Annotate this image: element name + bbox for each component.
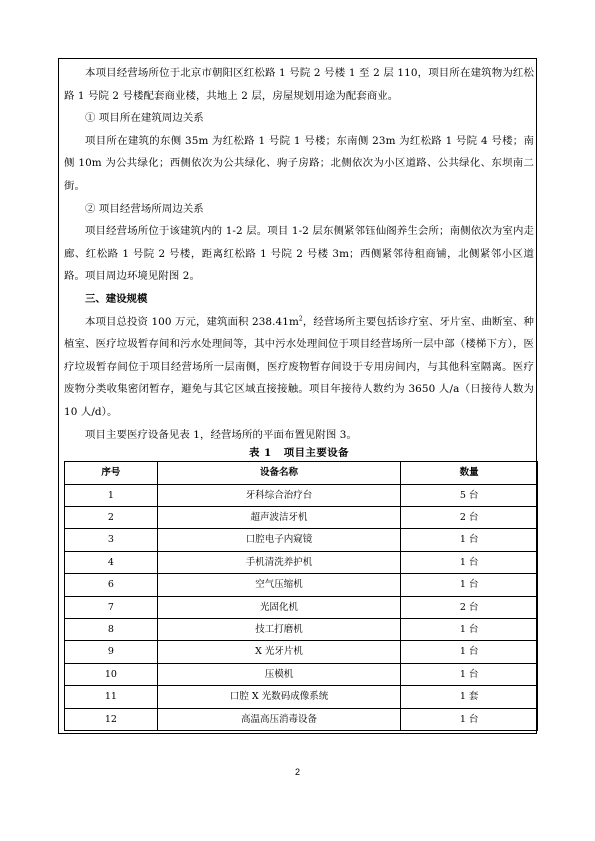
cell-serial: 1 (65, 484, 158, 506)
cell-equipment: 空气压缩机 (157, 574, 400, 596)
cell-equipment: 光固化机 (157, 596, 400, 618)
document-body (64, 62, 534, 731)
subheading-site-surroundings: ② 项目经营场所周边关系 (85, 202, 204, 215)
cell-equipment: X 光牙片机 (157, 641, 400, 663)
cell-serial: 10 (65, 663, 158, 685)
cell-equipment: 口腔 X 光数码成像系统 (157, 686, 400, 708)
scale-paragraph (64, 311, 534, 424)
subheading-building-surroundings: ① 项目所在建筑周边关系 (85, 112, 204, 125)
cell-quantity: 1 台 (401, 618, 538, 640)
cell-quantity: 5 台 (401, 484, 538, 506)
cell-quantity: 1 台 (401, 551, 538, 573)
scale-text-a: 本项目总投资 100 万元，建筑面积 238.41m (85, 315, 299, 328)
area-unit-superscript: 2 (298, 315, 303, 323)
cell-quantity: 2 台 (401, 506, 538, 528)
cell-serial: 8 (65, 618, 158, 640)
scale-text-b: ，经营场所主要包括诊疗室、牙片室、曲断室、种植室、医疗垃圾暂存间和污水处理间等，其中污水处理间位于项目经营场所一层中部（楼梯下方），医疗垃圾暂存间位于项目经营场所一层南侧，医疗废物暂存间设于专用房间内，与其他科室隔离。医疗废物分类收集密闭暂存，避免与其它区域直接接触。项目年接待人数约为 3650 人/a（日接待人数为 10 人/d）。 (64, 315, 534, 418)
cell-serial: 3 (65, 529, 158, 551)
cell-serial: 2 (65, 506, 158, 528)
table-row (65, 596, 538, 618)
cell-quantity: 1 台 (401, 529, 538, 551)
section-heading-scale: 三、建设规模 (85, 292, 148, 305)
cell-equipment: 口腔电子内窥镜 (157, 529, 400, 551)
cell-serial: 4 (65, 551, 158, 573)
cell-equipment: 超声波洁牙机 (157, 506, 400, 528)
table-row (65, 484, 538, 506)
cell-quantity: 1 台 (401, 641, 538, 663)
header-equipment-name: 设备名称 (157, 462, 400, 484)
cell-quantity: 1 台 (401, 663, 538, 685)
table-header-row (65, 462, 538, 484)
table-caption (64, 446, 534, 460)
cell-quantity: 1 台 (401, 574, 538, 596)
table-row (65, 574, 538, 596)
table-row (65, 618, 538, 640)
cell-quantity: 1 台 (401, 708, 538, 730)
table-row (65, 708, 538, 730)
table-row (65, 551, 538, 573)
table-row (65, 663, 538, 685)
table-caption-title: 项目主要设备 (283, 447, 350, 460)
cell-quantity: 2 台 (401, 596, 538, 618)
header-serial: 序号 (65, 462, 158, 484)
header-quantity: 数量 (401, 462, 538, 484)
table-row (65, 641, 538, 663)
table-row (65, 529, 538, 551)
table-row (65, 686, 538, 708)
cell-serial: 6 (65, 574, 158, 596)
page-number: 2 (294, 767, 300, 777)
table-row (65, 506, 538, 528)
equipment-table (64, 461, 538, 731)
cell-equipment: 牙科综合治疗台 (157, 484, 400, 506)
cell-equipment: 高温高压消毒设备 (157, 708, 400, 730)
site-surroundings-paragraph: 项目经营场所位于该建筑内的 1-2 层。项目 1-2 层东侧紧邻钰仙阁养生会所；南侧依次为室内走廊、红松路 1 号院 2 号楼，距离红松路 1 号院 2 号楼 3m；西侧紧邻待租商铺，北侧紧邻小区道路。项目周边环境见附图 2。 (64, 225, 534, 283)
cell-equipment: 手机清洗养护机 (157, 551, 400, 573)
location-paragraph: 本项目经营场所位于北京市朝阳区红松路 1 号院 2 号楼 1 至 2 层 110，项目所在建筑物为红松路 1 号院 2 号楼配套商业楼，共地上 2 层，房屋规划用途为配套商业。 (64, 67, 534, 102)
cell-equipment: 技工打磨机 (157, 618, 400, 640)
equipment-reference-paragraph: 项目主要医疗设备见表 1，经营场所的平面布置见附图 3。 (85, 428, 357, 441)
cell-serial: 12 (65, 708, 158, 730)
table-caption-number: 表 1 (248, 447, 272, 460)
cell-serial: 7 (65, 596, 158, 618)
cell-serial: 11 (65, 686, 158, 708)
cell-equipment: 压模机 (157, 663, 400, 685)
building-surroundings-paragraph: 项目所在建筑的东侧 35m 为红松路 1 号院 1 号楼；东南侧 23m 为红松路 1 号院 4 号楼；南侧 10m 为公共绿化；西侧依次为公共绿化、驹子房路；北侧依次为小区道路、公共绿化、东坝南二街。 (64, 134, 534, 192)
cell-serial: 9 (65, 641, 158, 663)
cell-quantity: 1 套 (401, 686, 538, 708)
